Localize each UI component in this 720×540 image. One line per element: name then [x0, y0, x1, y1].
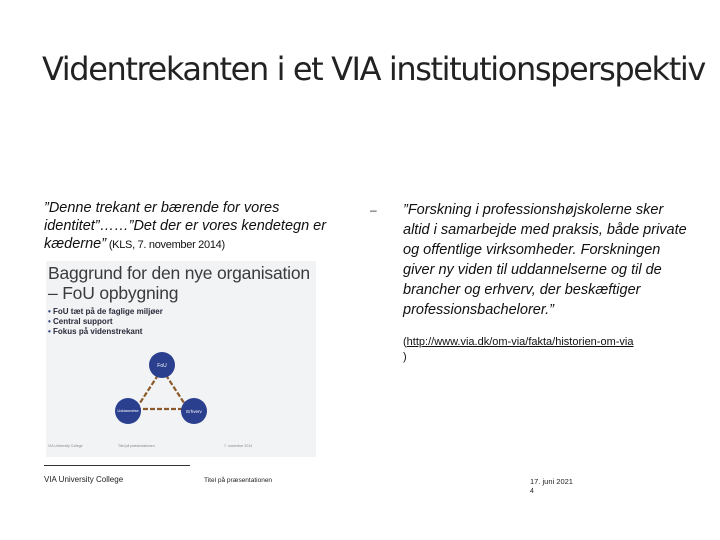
footer-divider [44, 465, 190, 466]
right-quote: ”Forskning i professionshøjskolerne sker altid i samarbejde med praksis, både private og offentlige virksomheder. Forskningen giver ny viden til uddannelserne og til de brancher og erhverv, der beskæftiger professionsbachelorer.” [403, 202, 687, 318]
footer-page-number: 4 [530, 488, 534, 495]
footer-date: 17. juni 2021 [530, 477, 573, 486]
link-close-paren: ) [403, 351, 407, 363]
embedded-slide-title: Baggrund for den nye organisation – FoU opbygning [48, 263, 310, 303]
embedded-footer-left: VIA University College [48, 444, 83, 448]
node-uddannelse-label: Uddannelse [117, 408, 139, 413]
embedded-bullet: • FoU tæt på de faglige miljøer [48, 307, 163, 317]
embedded-bullet: • Fokus på videnstrekant [48, 327, 163, 337]
knowledge-triangle-diagram [46, 261, 316, 457]
left-quote-text: ”Denne trekant er bærende for vores identitet”……”Det der er vores kendetegn er kæderne” [44, 200, 327, 252]
node-erhverv-label: Erhverv [186, 409, 202, 414]
slide-title: Videntrekanten i et VIA institutionsperspektiv [42, 50, 705, 88]
left-quote-citation: (KLS, 7. november 2014) [106, 239, 225, 251]
node-fou-label: FoU [157, 363, 167, 369]
embedded-footer-right: 7. november 2014 [224, 444, 253, 448]
footer-presentation-title: Titel på præsentationen [204, 477, 273, 484]
footer-organization: VIA University College [44, 475, 124, 484]
embedded-footer-mid: Titel på præsentationen [118, 444, 155, 448]
left-quote [44, 199, 369, 254]
link-open-paren: ( [403, 336, 407, 348]
column-dash: – [370, 203, 377, 217]
embedded-slide-image [46, 261, 316, 457]
source-link-block [403, 335, 693, 365]
source-link[interactable]: http://www.via.dk/om-via/fakta/historien-om-via [406, 336, 634, 348]
embedded-bullet: • Central support [48, 317, 163, 327]
